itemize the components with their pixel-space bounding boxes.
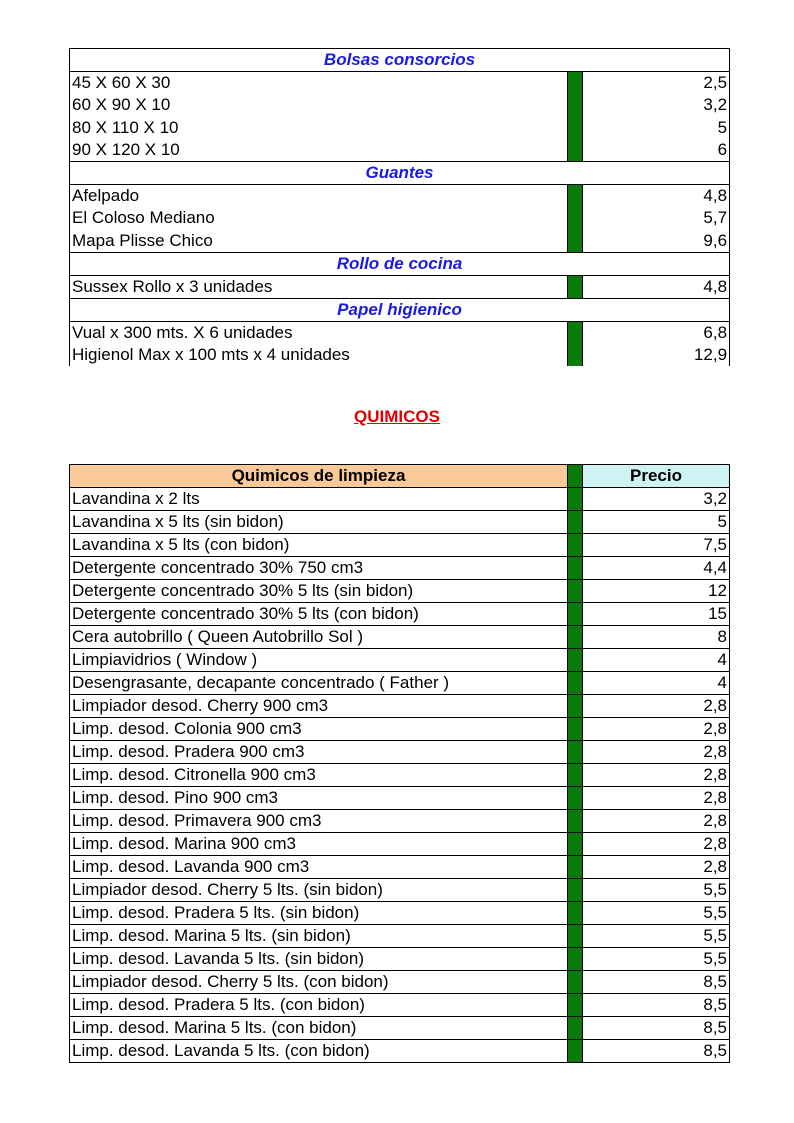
- item-name: Limpiavidrios ( Window ): [70, 649, 568, 672]
- green-separator: [568, 139, 583, 162]
- table-row: [70, 488, 730, 511]
- table-row: [70, 741, 730, 764]
- item-price: 5,5: [583, 879, 730, 902]
- item-price: 7,5: [583, 534, 730, 557]
- section-title: Bolsas consorcios: [70, 49, 730, 72]
- item-price: 8: [583, 626, 730, 649]
- supplies-table: [69, 48, 730, 366]
- table-row: [70, 626, 730, 649]
- table-row: [70, 787, 730, 810]
- item-name: Lavandina x 5 lts (con bidon): [70, 534, 568, 557]
- item-price: 2,8: [583, 764, 730, 787]
- item-name: Limp. desod. Pradera 900 cm3: [70, 741, 568, 764]
- green-separator: [568, 879, 583, 902]
- table-row: [70, 925, 730, 948]
- item-price: 2,5: [583, 72, 730, 95]
- item-price: 6,8: [583, 321, 730, 344]
- item-price: 12,9: [583, 344, 730, 367]
- item-price: 2,8: [583, 833, 730, 856]
- green-separator: [568, 971, 583, 994]
- table-row: [70, 1040, 730, 1063]
- price-table-quimicos: [69, 464, 729, 1063]
- item-price: 9,6: [583, 230, 730, 253]
- item-price: 4: [583, 672, 730, 695]
- item-price: 4,4: [583, 557, 730, 580]
- item-name: Limp. desod. Lavanda 5 lts. (sin bidon): [70, 948, 568, 971]
- item-price: 12: [583, 580, 730, 603]
- green-separator: [568, 207, 583, 230]
- table-row: [70, 139, 730, 162]
- table-row: [70, 695, 730, 718]
- green-separator: [568, 695, 583, 718]
- table-row: [70, 344, 730, 367]
- green-separator: [568, 764, 583, 787]
- item-price: 2,8: [583, 856, 730, 879]
- item-name: 80 X 110 X 10: [70, 117, 568, 140]
- table-row: [70, 72, 730, 95]
- item-name: Lavandina x 5 lts (sin bidon): [70, 511, 568, 534]
- item-name: Desengrasante, decapante concentrado ( Father ): [70, 672, 568, 695]
- table-row: [70, 879, 730, 902]
- item-name: Mapa Plisse Chico: [70, 230, 568, 253]
- item-name: Limp. desod. Pradera 5 lts. (con bidon): [70, 994, 568, 1017]
- table-row: [70, 185, 730, 208]
- section-title: Rollo de cocina: [70, 252, 730, 275]
- table-row: [70, 948, 730, 971]
- item-name: Limp. desod. Lavanda 5 lts. (con bidon): [70, 1040, 568, 1063]
- table-row: [70, 833, 730, 856]
- section-title-row: [70, 49, 730, 72]
- table-row: [70, 856, 730, 879]
- green-separator: [568, 603, 583, 626]
- section-title: Papel higienico: [70, 298, 730, 321]
- table-row: [70, 764, 730, 787]
- table-row: [70, 275, 730, 298]
- section-title-row: [70, 162, 730, 185]
- item-name: Limp. desod. Marina 900 cm3: [70, 833, 568, 856]
- green-separator: [568, 741, 583, 764]
- item-price: 2,8: [583, 741, 730, 764]
- header-name: Quimicos de limpieza: [70, 465, 568, 488]
- item-price: 6: [583, 139, 730, 162]
- item-price: 5,5: [583, 925, 730, 948]
- item-price: 4,8: [583, 275, 730, 298]
- item-name: Limp. desod. Pino 900 cm3: [70, 787, 568, 810]
- table-row: [70, 718, 730, 741]
- green-separator: [568, 925, 583, 948]
- table-row: [70, 94, 730, 117]
- green-separator: [568, 833, 583, 856]
- item-price: 4: [583, 649, 730, 672]
- item-price: 8,5: [583, 1017, 730, 1040]
- item-price: 3,2: [583, 94, 730, 117]
- item-name: 90 X 120 X 10: [70, 139, 568, 162]
- item-name: Limp. desod. Primavera 900 cm3: [70, 810, 568, 833]
- item-price: 8,5: [583, 994, 730, 1017]
- header-price: Precio: [583, 465, 730, 488]
- table-header-row: [70, 465, 730, 488]
- green-separator: [568, 787, 583, 810]
- item-price: 5,5: [583, 902, 730, 925]
- green-separator: [568, 557, 583, 580]
- item-name: Detergente concentrado 30% 5 lts (con bidon): [70, 603, 568, 626]
- section-title-row: [70, 298, 730, 321]
- item-name: Vual x 300 mts. X 6 unidades: [70, 321, 568, 344]
- green-separator: [568, 672, 583, 695]
- green-separator: [568, 230, 583, 253]
- green-separator: [568, 534, 583, 557]
- item-price: 2,8: [583, 810, 730, 833]
- green-separator: [568, 580, 583, 603]
- green-separator: [568, 465, 583, 488]
- item-name: Sussex Rollo x 3 unidades: [70, 275, 568, 298]
- green-separator: [568, 321, 583, 344]
- item-name: Cera autobrillo ( Queen Autobrillo Sol ): [70, 626, 568, 649]
- green-separator: [568, 1040, 583, 1063]
- item-name: Limpiador desod. Cherry 5 lts. (con bidon): [70, 971, 568, 994]
- item-name: 45 X 60 X 30: [70, 72, 568, 95]
- item-price: 8,5: [583, 1040, 730, 1063]
- item-price: 2,8: [583, 695, 730, 718]
- table-row: [70, 321, 730, 344]
- item-name: 60 X 90 X 10: [70, 94, 568, 117]
- table-row: [70, 557, 730, 580]
- item-name: El Coloso Mediano: [70, 207, 568, 230]
- table-row: [70, 1017, 730, 1040]
- table-row: [70, 117, 730, 140]
- green-separator: [568, 117, 583, 140]
- table-row: [70, 994, 730, 1017]
- item-name: Detergente concentrado 30% 5 lts (sin bidon): [70, 580, 568, 603]
- item-price: 2,8: [583, 718, 730, 741]
- green-separator: [568, 948, 583, 971]
- green-separator: [568, 856, 583, 879]
- table-row: [70, 672, 730, 695]
- green-separator: [568, 1017, 583, 1040]
- green-separator: [568, 902, 583, 925]
- table-row: [70, 971, 730, 994]
- green-separator: [568, 275, 583, 298]
- item-name: Detergente concentrado 30% 750 cm3: [70, 557, 568, 580]
- table-row: [70, 902, 730, 925]
- green-separator: [568, 488, 583, 511]
- item-price: 5,5: [583, 948, 730, 971]
- green-separator: [568, 626, 583, 649]
- table-row: [70, 207, 730, 230]
- quimicos-table: [69, 464, 730, 1063]
- green-separator: [568, 511, 583, 534]
- table-row: [70, 810, 730, 833]
- green-separator: [568, 718, 583, 741]
- item-price: 4,8: [583, 185, 730, 208]
- table-row: [70, 230, 730, 253]
- item-name: Limp. desod. Colonia 900 cm3: [70, 718, 568, 741]
- item-name: Limpiador desod. Cherry 900 cm3: [70, 695, 568, 718]
- item-name: Limpiador desod. Cherry 5 lts. (sin bidon): [70, 879, 568, 902]
- item-name: Limp. desod. Marina 5 lts. (sin bidon): [70, 925, 568, 948]
- green-separator: [568, 72, 583, 95]
- item-name: Afelpado: [70, 185, 568, 208]
- table-row: [70, 580, 730, 603]
- green-separator: [568, 185, 583, 208]
- item-price: 3,2: [583, 488, 730, 511]
- green-separator: [568, 344, 583, 367]
- section-title-row: [70, 252, 730, 275]
- green-separator: [568, 649, 583, 672]
- item-name: Limp. desod. Citronella 900 cm3: [70, 764, 568, 787]
- item-name: Higienol Max x 100 mts x 4 unidades: [70, 344, 568, 367]
- item-price: 5: [583, 117, 730, 140]
- green-separator: [568, 94, 583, 117]
- item-name: Limp. desod. Marina 5 lts. (con bidon): [70, 1017, 568, 1040]
- item-name: Limp. desod. Lavanda 900 cm3: [70, 856, 568, 879]
- item-name: Lavandina x 2 lts: [70, 488, 568, 511]
- item-price: 5,7: [583, 207, 730, 230]
- item-price: 8,5: [583, 971, 730, 994]
- price-table-supplies: [69, 48, 729, 366]
- table-row: [70, 534, 730, 557]
- section-title: Guantes: [70, 162, 730, 185]
- table-row: [70, 603, 730, 626]
- quimicos-heading: QUIMICOS: [354, 407, 440, 426]
- item-price: 5: [583, 511, 730, 534]
- table-row: [70, 649, 730, 672]
- item-price: 2,8: [583, 787, 730, 810]
- item-name: Limp. desod. Pradera 5 lts. (sin bidon): [70, 902, 568, 925]
- green-separator: [568, 810, 583, 833]
- green-separator: [568, 994, 583, 1017]
- item-price: 15: [583, 603, 730, 626]
- table-row: [70, 511, 730, 534]
